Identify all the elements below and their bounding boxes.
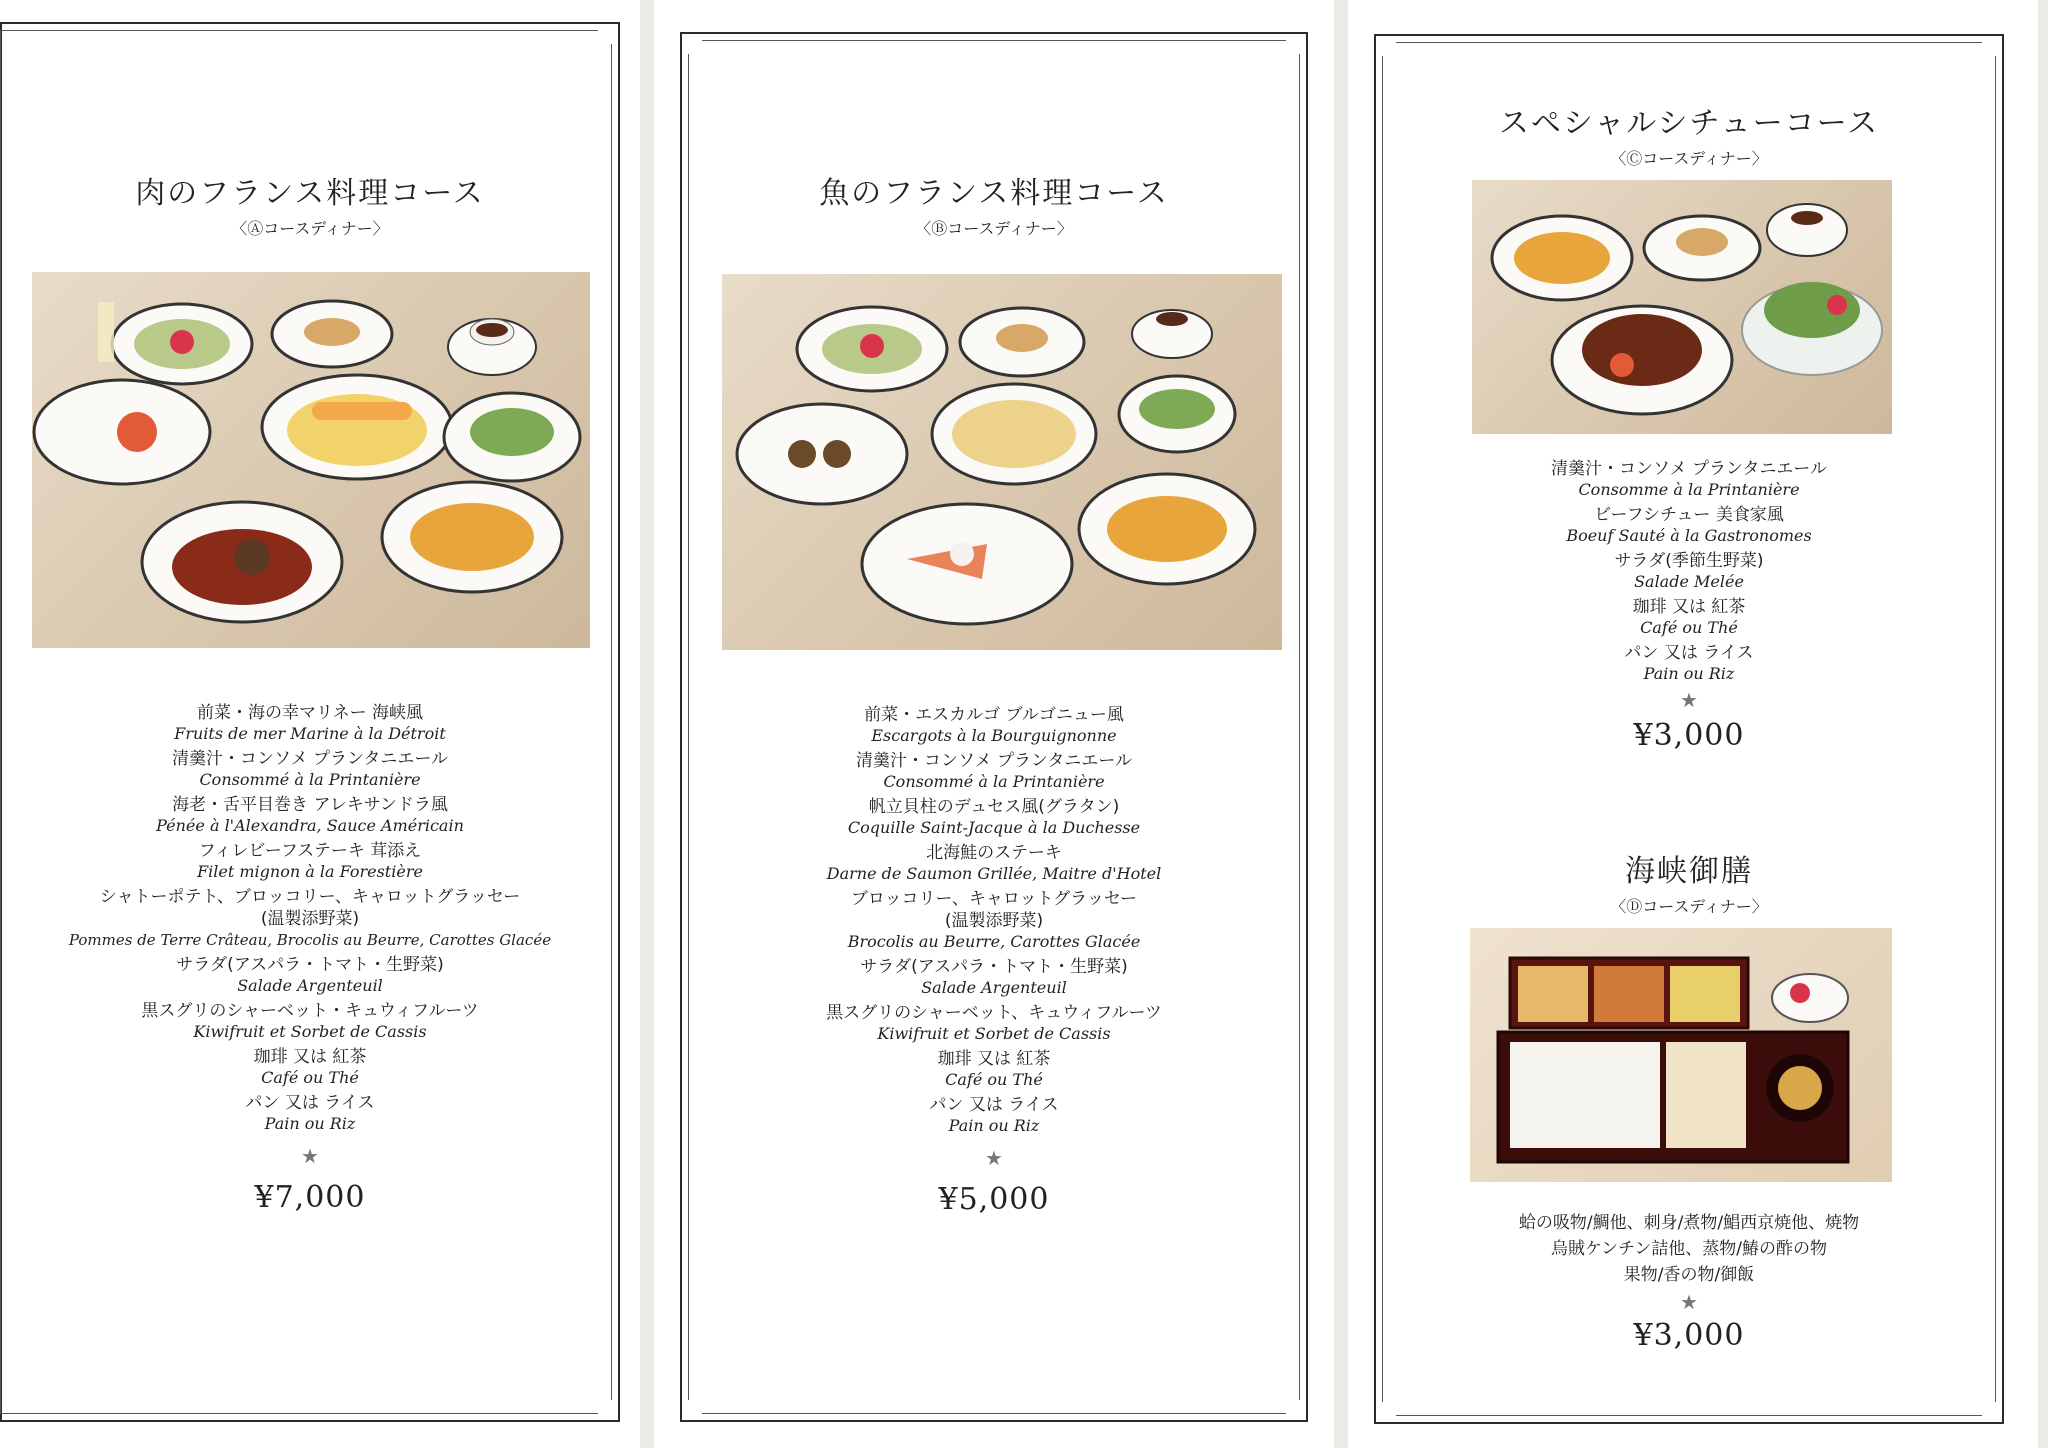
menu-item — [1374, 642, 2004, 684]
menu-item-jp: 清羹汁・コンソメ プランタニエール — [855, 751, 1133, 771]
menu-item-jp: サラダ(季節生野菜) — [1614, 551, 1764, 571]
menu-item — [1374, 504, 2004, 546]
menu-item — [20, 794, 600, 836]
course-subtitle: 〈Ⓐコースディナー〉 — [231, 219, 389, 238]
corner-ornament — [1286, 1400, 1308, 1422]
menu-panel-b — [654, 0, 1334, 1448]
menu-item-fr: Consomme à la Printanière — [1578, 480, 1800, 499]
menu-item — [684, 842, 1304, 884]
menu-line: 果物/香の物/御飯 — [1623, 1265, 1755, 1285]
menu-item — [684, 956, 1304, 998]
menu-item-jp: サラダ(アスパラ・トマト・生野菜) — [860, 957, 1128, 977]
menu-item-fr: Salade Argenteuil — [921, 978, 1067, 997]
menu-item-jp: 北海鮭のステーキ — [926, 843, 1062, 863]
menu-panel-c-d — [1348, 0, 2038, 1448]
star-divider: ★ — [985, 1146, 1003, 1170]
menu-item-fr: Pain ou Riz — [264, 1114, 356, 1133]
corner-ornament — [1374, 1402, 1396, 1424]
menu-item-jp: 珈琲 又は 紅茶 — [1632, 597, 1746, 617]
menu-item-fr: Pain ou Riz — [948, 1116, 1040, 1135]
menu-item-jp: 海老・舌平目巻き アレキサンドラ風 — [172, 795, 448, 815]
menu-item-jp: 黒スグリのシャーベット・キュウィフルーツ — [141, 1001, 479, 1021]
menu-item-jp: ブロッコリー、キャロットグラッセー — [850, 889, 1138, 909]
menu-item-fr: Filet mignon à la Forestière — [197, 862, 423, 881]
star-divider: ★ — [1680, 1290, 1698, 1314]
course-price: ¥3,000 — [1633, 1318, 1745, 1353]
course-menu-list — [1374, 458, 2004, 753]
course-title: 海峡御膳 — [1625, 854, 1753, 889]
menu-item — [1374, 596, 2004, 638]
menu-item — [20, 886, 600, 950]
menu-item-fr: Brocolis au Beurre, Carottes Glacée — [847, 932, 1141, 951]
menu-item-fr: Salade Argenteuil — [237, 976, 383, 995]
menu-item-jp: 清羹汁・コンソメ プランタニエール — [1550, 459, 1828, 479]
corner-ornament — [680, 1400, 702, 1422]
course-price: ¥3,000 — [1633, 718, 1745, 753]
menu-panel-a — [0, 0, 640, 1448]
menu-item-jp: 清羹汁・コンソメ プランタニエール — [171, 749, 449, 769]
corner-ornament — [680, 32, 702, 54]
menu-item-jp: 帆立貝柱のデュセス風(グラタン) — [868, 797, 1120, 817]
menu-item-fr: Pénée à l'Alexandra, Sauce Américain — [156, 816, 464, 835]
menu-item — [1374, 458, 2004, 500]
course-header — [1374, 846, 2004, 917]
menu-item-jp: 珈琲 又は 紅茶 — [937, 1049, 1051, 1069]
menu-item — [684, 796, 1304, 838]
corner-ornament — [1982, 1402, 2004, 1424]
menu-line: 烏賊ケンチン詰他、蒸物/鰆の酢の物 — [1550, 1239, 1828, 1259]
menu-item-jp: パン 又は ライス — [245, 1093, 375, 1113]
course-photo — [1470, 928, 1892, 1182]
star-divider: ★ — [1680, 688, 1698, 712]
menu-item — [684, 704, 1304, 746]
menu-item — [20, 1092, 600, 1134]
menu-item — [20, 702, 600, 744]
menu-item-fr: Kiwifruit et Sorbet de Cassis — [877, 1024, 1111, 1043]
corner-ornament — [1374, 34, 1396, 56]
course-title: スペシャルシチューコース — [1498, 106, 1880, 141]
menu-item — [684, 888, 1304, 952]
menu-item-fr: Coquille Saint-Jacque à la Duchesse — [847, 818, 1141, 837]
menu-item-fr: Boeuf Sauté à la Gastronomes — [1566, 526, 1812, 545]
menu-item-fr: Café ou Thé — [945, 1070, 1043, 1089]
course-header — [1374, 98, 2004, 169]
menu-item-fr: Salade Melée — [1634, 572, 1744, 591]
corner-ornament — [598, 22, 620, 44]
menu-item-jp-note: (温製添野菜) — [260, 909, 360, 929]
course-photo — [722, 274, 1282, 650]
menu-item-fr: Escargots à la Bourguignonne — [871, 726, 1117, 745]
menu-item-fr: Pain ou Riz — [1643, 664, 1735, 683]
course-menu-list — [1374, 1210, 2004, 1353]
menu-line: 蛤の吸物/鯛他、刺身/煮物/鯧西京焼他、焼物 — [1518, 1213, 1860, 1233]
menu-item-jp: 珈琲 又は 紅茶 — [253, 1047, 367, 1067]
menu-item-fr: Café ou Thé — [261, 1068, 359, 1087]
menu-item-fr: Consommé à la Printanière — [199, 770, 421, 789]
menu-item-jp: パン 又は ライス — [929, 1095, 1059, 1115]
menu-item-fr: Café ou Thé — [1640, 618, 1738, 637]
menu-item — [1374, 550, 2004, 592]
menu-item — [20, 1046, 600, 1088]
course-title: 魚のフランス料理コース — [819, 176, 1169, 211]
menu-item-jp: フィレビーフステーキ 茸添え — [198, 841, 422, 861]
corner-ornament — [1982, 34, 2004, 56]
corner-ornament — [598, 1400, 620, 1422]
menu-item-fr: Fruits de mer Marine à la Détroit — [174, 724, 446, 743]
course-price: ¥7,000 — [254, 1180, 366, 1215]
course-header — [680, 168, 1308, 239]
menu-item — [20, 748, 600, 790]
course-photo — [32, 272, 590, 648]
menu-item-fr: Darne de Saumon Grillée, Maitre d'Hotel — [826, 864, 1162, 883]
menu-item-jp: 前菜・エスカルゴ ブルゴニュー風 — [864, 705, 1124, 725]
menu-item — [20, 1000, 600, 1042]
course-subtitle: 〈Ⓒコースディナー〉 — [1610, 149, 1768, 168]
menu-item — [684, 1048, 1304, 1090]
menu-item — [20, 840, 600, 882]
menu-item-jp: 前菜・海の幸マリネー 海峡風 — [196, 703, 424, 723]
course-menu-list — [20, 702, 600, 1215]
menu-item-jp: パン 又は ライス — [1624, 643, 1754, 663]
menu-item-fr: Kiwifruit et Sorbet de Cassis — [193, 1022, 427, 1041]
corner-ornament — [1286, 32, 1308, 54]
menu-item-jp: ビーフシチュー 美食家風 — [1594, 505, 1784, 525]
course-subtitle: 〈Ⓓコースディナー〉 — [1610, 897, 1768, 916]
course-header — [0, 168, 620, 239]
course-subtitle: 〈Ⓑコースディナー〉 — [915, 219, 1073, 238]
menu-item — [684, 750, 1304, 792]
menu-item — [20, 954, 600, 996]
course-menu-list — [684, 704, 1304, 1217]
menu-item-fr: Consommé à la Printanière — [883, 772, 1105, 791]
course-photo — [1472, 180, 1892, 434]
menu-item-fr: Pommes de Terre Crâteau, Brocolis au Beurre, Carottes Glacée — [68, 931, 552, 949]
menu-item-jp: 黒スグリのシャーベット、キュウィフルーツ — [826, 1003, 1162, 1023]
menu-item-jp: シャトーポテト、ブロッコリー、キャロットグラッセー — [99, 887, 521, 907]
menu-item — [684, 1094, 1304, 1136]
menu-item-jp: サラダ(アスパラ・トマト・生野菜) — [176, 955, 444, 975]
menu-item — [684, 1002, 1304, 1044]
course-price: ¥5,000 — [938, 1182, 1050, 1217]
course-title: 肉のフランス料理コース — [135, 176, 485, 211]
menu-item-jp-note: (温製添野菜) — [944, 911, 1044, 931]
star-divider: ★ — [301, 1144, 319, 1168]
